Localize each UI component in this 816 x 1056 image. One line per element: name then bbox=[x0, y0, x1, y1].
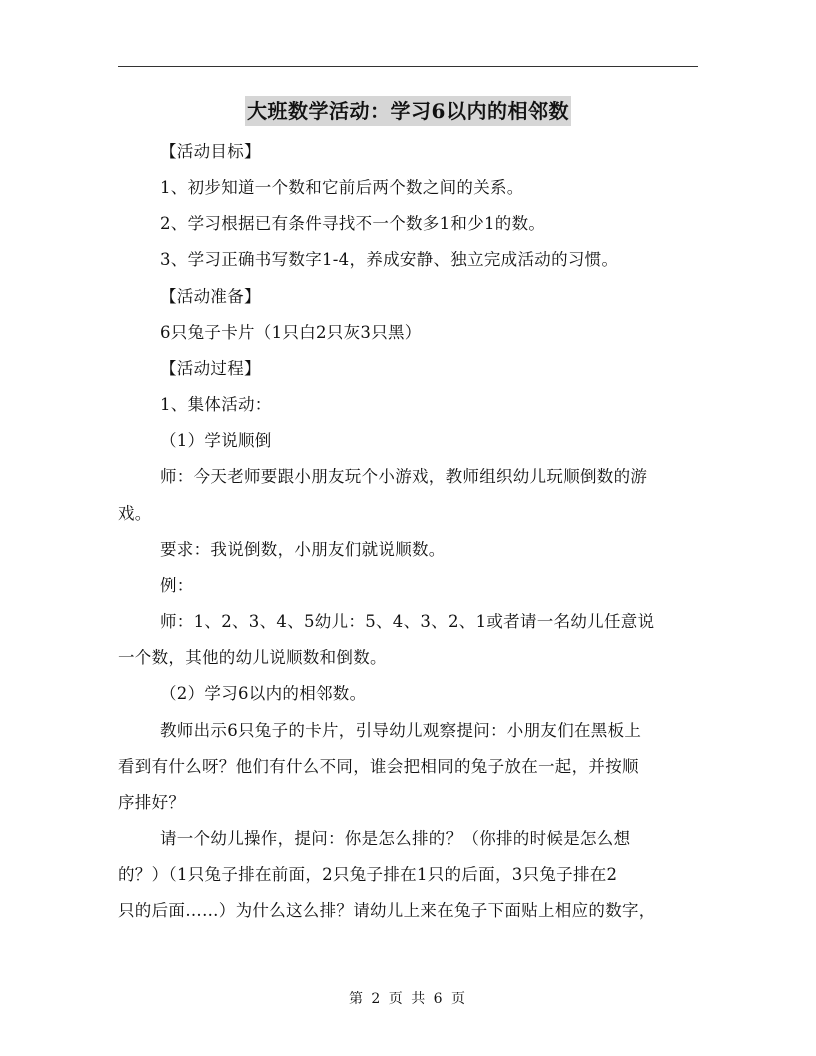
paragraph-line: 戏。 bbox=[118, 504, 152, 523]
paragraph-line: 序排好？ bbox=[118, 793, 186, 812]
paragraph-line: （1）学说顺倒 bbox=[160, 431, 272, 450]
paragraph-line: 的？）（1只兔子排在前面，2只兔子排在1只的后面，3只兔子排在2 bbox=[118, 865, 618, 884]
document-title: 大班数学活动：学习6以内的相邻数 bbox=[245, 96, 571, 126]
paragraph-line: 1、集体活动： bbox=[160, 395, 272, 414]
header-rule bbox=[118, 66, 698, 67]
paragraph-line: 2、学习根据已有条件寻找不一个数多1和少1的数。 bbox=[160, 214, 546, 233]
document-title-block bbox=[0, 96, 816, 126]
paragraph-line: 6只兔子卡片（1只白2只灰3只黑） bbox=[160, 323, 422, 342]
paragraph-line: 看到有什么呀？他们有什么不同，谁会把相同的兔子放在一起，并按顺 bbox=[118, 757, 639, 776]
page-number: 第 2 页 共 6 页 bbox=[348, 991, 468, 1007]
paragraph-line: 只的后面……）为什么这么排？请幼儿上来在兔子下面贴上相应的数字， bbox=[118, 901, 656, 920]
paragraph-line: 例： bbox=[160, 576, 194, 595]
paragraph-line: 教师出示6只兔子的卡片，引导幼儿观察提问：小朋友们在黑板上 bbox=[160, 721, 642, 740]
paragraph-line: 请一个幼儿操作，提问：你是怎么排的？（你排的时候是怎么想 bbox=[160, 829, 631, 848]
paragraph-line: 3、学习正确书写数字1-4，养成安静、独立完成活动的习惯。 bbox=[160, 250, 619, 269]
paragraph-line: 师：1、2、3、4、5幼儿：5、4、3、2、1或者请一名幼儿任意说 bbox=[160, 612, 655, 631]
section-heading-process: 【活动过程】 bbox=[160, 359, 261, 378]
paragraph-line: （2）学习6以内的相邻数。 bbox=[160, 684, 367, 703]
paragraph-line: 一个数，其他的幼儿说顺数和倒数。 bbox=[118, 648, 387, 667]
paragraph-line: 要求：我说倒数，小朋友们就说顺数。 bbox=[160, 540, 446, 559]
paragraph-line: 师：今天老师要跟小朋友玩个小游戏，教师组织幼儿玩顺倒数的游 bbox=[160, 467, 648, 486]
section-heading-goals: 【活动目标】 bbox=[160, 142, 261, 161]
section-heading-prep: 【活动准备】 bbox=[160, 287, 261, 306]
paragraph-line: 1、初步知道一个数和它前后两个数之间的关系。 bbox=[160, 178, 524, 197]
